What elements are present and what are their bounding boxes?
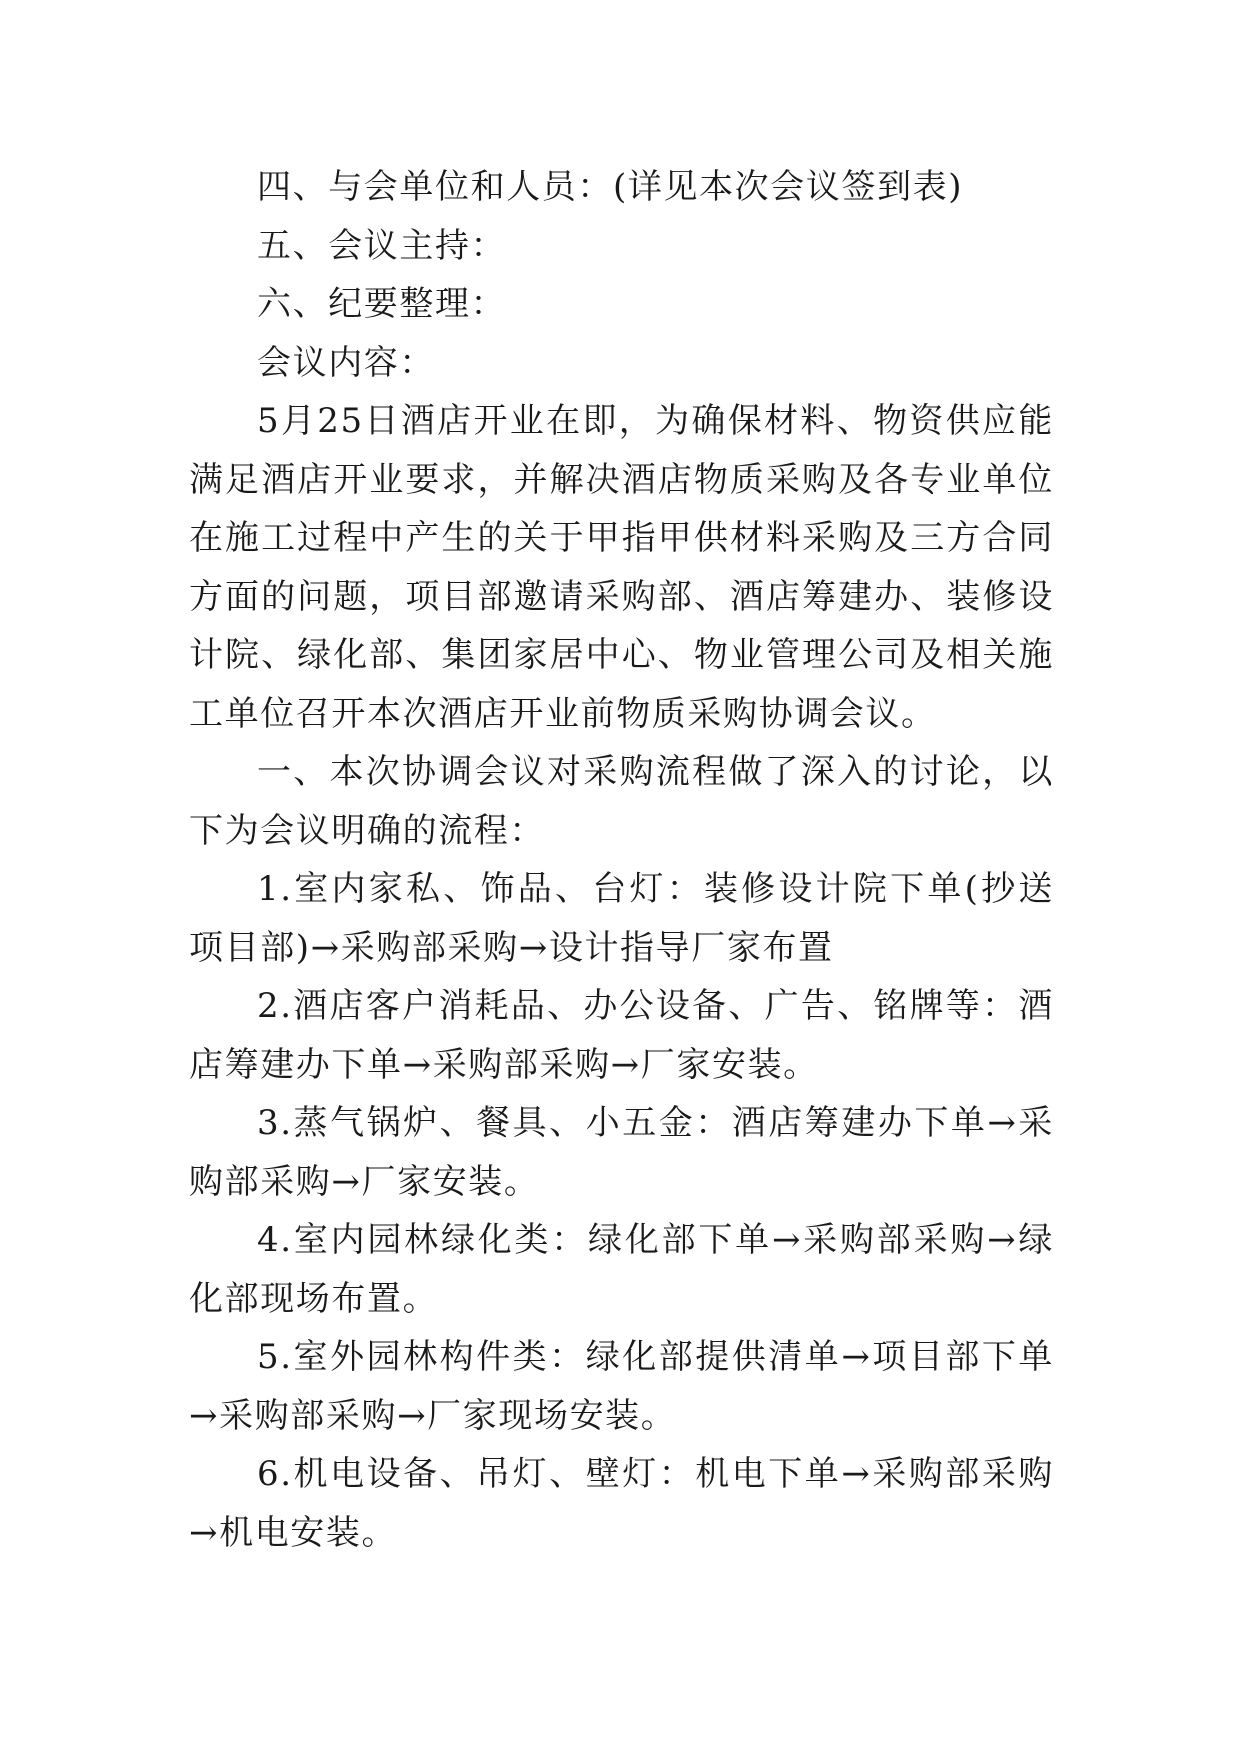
procedure-item-5: 5.室外园林构件类：绿化部提供清单→项目部下单→采购部采购→厂家现场安装。 — [189, 1337, 1054, 1436]
procedure-item-6: 6.机电设备、吊灯、壁灯：机电下单→采购部采购→机电安装。 — [189, 1454, 1054, 1553]
procedure-heading: 一、本次协调会议对采购流程做了深入的讨论，以下为会议明确的流程： — [189, 752, 1054, 851]
procedure-item-3: 3.蒸气锅炉、餐具、小五金：酒店筹建办下单→采购部采购→厂家安装。 — [189, 1103, 1054, 1202]
minutes-taker-line: 六、纪要整理： — [257, 284, 507, 324]
attendees-line: 四、与会单位和人员：(详见本次会议签到表) — [257, 167, 964, 207]
procedure-item-1: 1.室内家私、饰品、台灯：装修设计院下单(抄送项目部)→采购部采购→设计指导厂家布置 — [189, 869, 1054, 968]
procedure-item-4: 4.室内园林绿化类：绿化部下单→采购部采购→绿化部现场布置。 — [189, 1220, 1054, 1319]
intro-paragraph: 5月25日酒店开业在即，为确保材料、物资供应能满足酒店开业要求，并解决酒店物质采购及各专业单位在施工过程中产生的关于甲指甲供材料采购及三方合同方面的问题，项目部邀请采购部、酒店筹建办、装修设计院、绿化部、集团家居中心、物业管理公司及相关施工单位召开本次酒店开业前物质采购协调会议。 — [189, 401, 1054, 734]
document-body — [189, 158, 1054, 1562]
meeting-content-heading: 会议内容： — [257, 342, 435, 383]
procedure-item-2: 2.酒店客户消耗品、办公设备、广告、铭牌等：酒店筹建办下单→采购部采购→厂家安装。 — [189, 986, 1054, 1085]
host-line: 五、会议主持： — [257, 225, 507, 266]
